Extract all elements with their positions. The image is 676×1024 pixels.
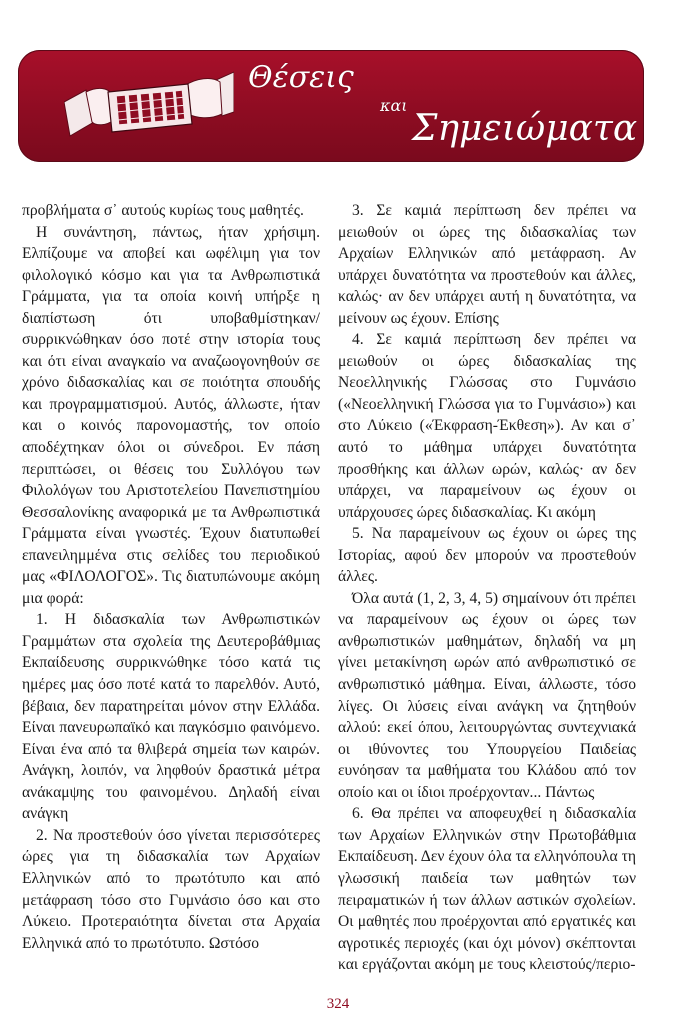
left-column: [22, 200, 320, 954]
banner-title-theseis: Θέσεις: [248, 60, 354, 95]
paragraph: 3. Σε καμιά περίπτωση δεν πρέπει να μειωθούν οι ώρες της διδασκαλίας των Αρχαίων Ελληνικών από μετάφραση. Αν υπάρχει δυνατότητα να προστεθούν και άλλες, καλώς· αν δεν υπάρχει αυτή η δυνατότητα, να μείνουν ως έχουν. Επίσης: [338, 202, 636, 327]
paragraph: 1. Η διδασκαλία των Ανθρωπιστικών Γραμμάτων στα σχολεία της Δευτεροβάθμιας Εκπαίδευσης συρρικνώθηκε τόσο κατά τις ημέρες μας όσο ποτέ κατά το παρελθόν. Αυτό, βέβαια, δεν παρατηρείται μόνον στην Ελλάδα. Είναι πανευρωπαϊκό και παγκόσμιο φαινόμενο. Είναι ένα από τα θλιβερά σημεία των καιρών. Ανάγκη, λοιπόν, να ληφθούν δραστικά μέτρα ανάκαμψης του φαινομένου. Δηλαδή είναι ανάγκη: [22, 611, 320, 823]
banner-title-simeiomata: Σημειώματα: [412, 108, 638, 149]
paragraph: 4. Σε καμιά περίπτωση δεν πρέπει να μειωθούν οι ώρες διδασκαλίας της Νεοελληνικής Γλώσσας στο Γυμνάσιο («Νεοελληνική Γλώσσα για το Γυμνάσιο») και στο Λύκειο («Έκφραση-Έκθεση»). Αν και σ᾽ αυτό το μάθημα υπάρχει δυνατότητα προσθήκης και άλλων ωρών, καλώς· αν δεν υπάρχει, να παραμείνουν ως έχουν οι υπάρχουσες ώρες διδασκαλίας. Κι ακόμη: [338, 331, 636, 521]
banner-title-kai: και: [380, 96, 408, 115]
paragraph: 5. Να παραμείνουν ως έχουν οι ώρες της Ιστορίας, αφού δεν μπορούν να προστεθούν άλλες.: [338, 525, 636, 586]
section-banner: [18, 50, 644, 162]
paragraph: Η συνάντηση, πάντως, ήταν χρήσιμη. Ελπίζουμε να αποβεί και ωφέλιμη για τον φιλολογικό κόσμο και για τα Ανθρωπιστικά Γράμματα, για τα οποία κοινή υπήρξε η διαπίστωση ότι υποβαθμίστηκαν/συρρικνώθηκαν όσο ποτέ στην ιστορία τους και ότι είναι αναγκαίο να αναζωογονηθούν σε χρόνο διδασκαλίας και σε ποιότητα σπουδής και προγραμματισμού. Αυτός, άλλωστε, ήταν και ο κοινός παρονομαστής, τον οποίο αποδέχτηκαν όλοι οι σύνεδροι. Εν πάση περιπτώσει, οι θέσεις του Συλλόγου των Φιλολόγων του Αριστοτελείου Πανεπιστημίου Θεσσαλονίκης αναφορικά με τα Ανθρωπιστικά Γράμματα είναι γνωστές. Έχουν διατυπωθεί επανειλημμένα στις σελίδες του περιοδικού μας «ΦΙΛΟΛΟΓΟΣ». Τις διατυπώνουμε ακόμη μια φορά:: [22, 223, 320, 607]
paragraph: 2. Να προστεθούν όσο γίνεται περισσότερες ώρες για τη διδασκαλία των Αρχαίων Ελληνικών από το πρωτότυπο και από μετάφραση τόσο στο Γυμνάσιο όσο και στο Λύκειο. Προτεραιότητα δίνεται στα Αρχαία Ελληνικά από το πρωτότυπο. Ωστόσο: [22, 826, 320, 952]
hands-holding-manuscript-illustration: [64, 62, 234, 154]
page-number: 324: [326, 996, 350, 1012]
paragraph: 6. Θα πρέπει να αποφευχθεί η διδασκαλία των Αρχαίων Ελληνικών στην Πρωτοβάθμια Εκπαίδευση. Δεν έχουν όλα τα ελληνόπουλα τη γλωσσική παιδεία των μαθητών των πειραματικών ή των άλλων αστικών σχολείων. Οι μαθητές που προέρχονται από εργατικές και αγροτικές περιοχές (και όχι μόνον) σκέπτονται και εργάζονται ακόμη με τους κλειστούς/περιο-: [338, 805, 636, 974]
paragraph: προβλήματα σ᾽ αυτούς κυρίως τους μαθητές.: [22, 202, 304, 219]
right-column: [338, 200, 636, 976]
paragraph: Όλα αυτά (1, 2, 3, 4, 5) σημαίνουν ότι πρέπει να παραμείνουν ως έχουν οι ώρες των ανθρωπιστικών μαθημάτων, δηλαδή να μη γίνει μετακίνηση ωρών από ανθρωπιστικό σε ανθρωπιστικό μάθημα. Είναι, άλλωστε, τόσο λίγες. Οι λύσεις είναι ανάγκη να ζητηθούν αλλού: εκεί όπου, λειτουργώντας συντεχνιακά οι ιθύνοντες του Υπουργείου Παιδείας ευνόησαν τα μαθήματα του Κλάδου από τον οποίο και οι ίδιοι προέρχονταν... Πάντως: [338, 589, 636, 801]
